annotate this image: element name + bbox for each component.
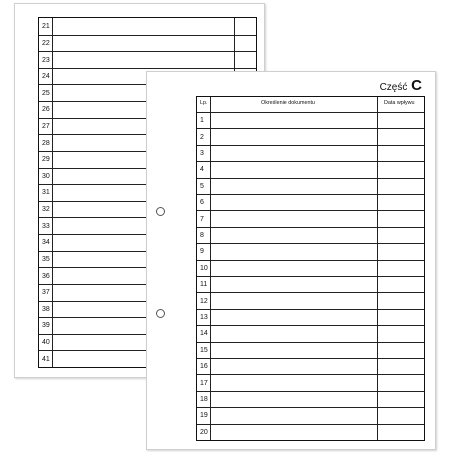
section-title [380,77,422,94]
column-divider [52,18,53,367]
table-row [197,292,424,308]
row-number: 8 [200,231,204,239]
header-date: Data wpływu [384,100,415,106]
row-number: 7 [200,215,204,223]
row-number: 2 [200,133,204,141]
punch-hole-bottom [156,309,165,318]
row-number: 25 [42,89,50,97]
section-title-letter: C [411,77,422,94]
table-row [197,128,424,144]
row-number: 34 [42,239,50,247]
row-number: 18 [200,395,208,403]
table-header [197,97,424,113]
table-row [197,178,424,194]
row-number: 12 [200,297,208,305]
row-number: 24 [42,73,50,81]
row-number: 14 [200,330,208,338]
table-row [197,145,424,161]
row-number: 30 [42,172,50,180]
table-row [197,243,424,259]
table-row [197,424,424,440]
row-number: 17 [200,379,208,387]
row-number: 6 [200,199,204,207]
row-number: 16 [200,363,208,371]
section-title-prefix: Część [379,82,408,93]
table-row [197,309,424,325]
front-register-table [196,96,425,441]
row-number: 35 [42,255,50,263]
row-number: 41 [42,355,50,363]
row-number: 5 [200,182,204,190]
row-number: 27 [42,123,50,130]
row-number: 26 [42,106,50,114]
table-row [197,374,424,390]
row-number: 13 [200,313,208,321]
row-number: 28 [42,139,50,147]
row-number: 36 [42,272,50,280]
row-number: 23 [42,56,50,64]
table-row [197,407,424,423]
table-row [197,391,424,407]
row-number: 33 [42,222,50,230]
row-number: 29 [42,156,50,164]
row-number: 32 [42,206,50,214]
table-row [197,210,424,226]
row-number: 31 [42,189,50,197]
table-row [197,260,424,276]
table-row [39,18,256,35]
table-row [197,227,424,243]
row-number: 37 [42,289,50,297]
row-number: 11 [200,281,208,289]
table-row [197,112,424,128]
table-row [197,342,424,358]
row-number: 20 [200,428,208,436]
row-number: 10 [200,264,208,272]
table-row [197,161,424,177]
header-lp: Lp. [200,100,208,106]
table-row [197,358,424,374]
row-number: 39 [42,322,50,330]
table-row [39,35,256,52]
row-number: 4 [200,166,204,174]
header-document: Określenie dokumentu [261,100,315,106]
row-number: 1 [200,117,204,125]
table-row [197,276,424,292]
row-number: 9 [200,248,204,256]
row-number: 15 [200,346,208,354]
row-number: 22 [42,39,50,47]
table-row [197,194,424,210]
row-number: 38 [42,305,50,313]
row-number: 21 [42,22,50,30]
row-number: 40 [42,339,50,347]
front-sheet [146,71,436,450]
punch-hole-top [156,207,165,216]
row-number: 19 [200,412,208,420]
row-number: 3 [200,149,204,157]
table-row [197,325,424,341]
table-row [39,51,256,68]
